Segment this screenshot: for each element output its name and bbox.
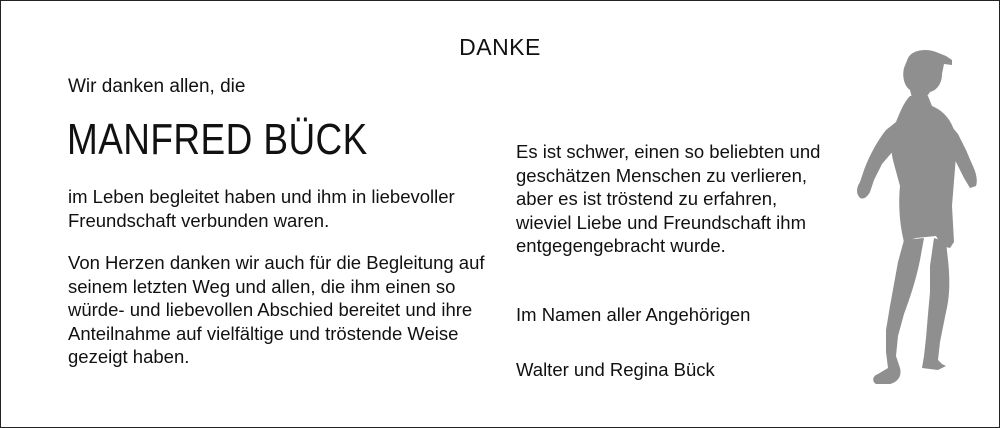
text-line: im Leben begleitet haben und ihm in liebevoller: [68, 186, 455, 207]
runner-silhouette-icon: [846, 46, 982, 392]
heading: DANKE: [459, 34, 541, 60]
on-behalf-text: Im Namen aller Angehörigen: [516, 304, 751, 325]
text-line: Anteilnahme auf vielfältige und tröstende Weise: [68, 322, 459, 344]
left-paragraph-2: [68, 251, 498, 369]
deceased-name: MANFRED BÜCK: [67, 115, 368, 164]
right-paragraph: [516, 140, 836, 258]
text-line: würde- und liebevollen Abschied bereitet und ihre: [68, 299, 473, 320]
text-line: entgegengebracht wurde.: [516, 235, 726, 256]
left-paragraph-1: [68, 185, 498, 232]
text-line: geschätzen Menschen zu verlieren,: [516, 164, 808, 186]
text-line: Freundschaft verbunden waren.: [68, 209, 330, 231]
text-line: aber es ist tröstend zu erfahren,: [516, 188, 778, 209]
text-line: Von Herzen danken wir auch für die Begleitung auf: [68, 252, 485, 273]
signature-text: Walter und Regina Bück: [516, 359, 715, 380]
text-line: wieviel Liebe und Freundschaft ihm: [516, 211, 806, 233]
text-line: seinem letzten Weg und allen, die ihm einen so: [68, 275, 456, 297]
text-line: gezeigt haben.: [68, 346, 190, 367]
intro-text: Wir danken allen, die: [68, 76, 246, 97]
text-line: Es ist schwer, einen so beliebten und: [516, 141, 821, 162]
